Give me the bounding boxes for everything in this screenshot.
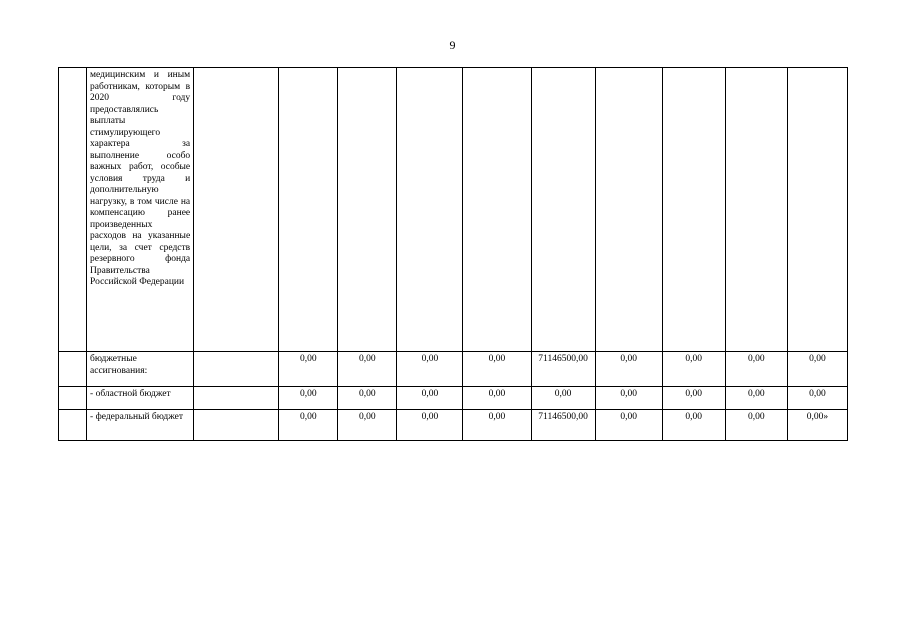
- table-row: [59, 68, 848, 352]
- table-row: [59, 352, 848, 387]
- value-cell: 0,00: [397, 410, 463, 441]
- value-cell: 0,00: [787, 352, 847, 387]
- description-cell: - федеральный бюджет: [87, 410, 194, 441]
- value-cell: 0,00»: [787, 410, 847, 441]
- value-cell: [279, 68, 338, 352]
- value-cell: 0,00: [662, 410, 725, 441]
- value-cell: [194, 410, 279, 441]
- value-cell: 0,00: [725, 352, 787, 387]
- value-cell: 0,00: [463, 387, 531, 410]
- value-cell: [531, 68, 595, 352]
- budget-table: [58, 67, 848, 441]
- table-row: [59, 387, 848, 410]
- value-cell: 0,00: [338, 387, 397, 410]
- value-cell: 0,00: [595, 352, 662, 387]
- value-cell: 0,00: [397, 387, 463, 410]
- value-cell: 0,00: [338, 352, 397, 387]
- value-cell: 0,00: [279, 410, 338, 441]
- value-cell: [463, 68, 531, 352]
- value-cell: [725, 68, 787, 352]
- value-cell: [595, 68, 662, 352]
- row-index-cell: [59, 410, 87, 441]
- value-cell: 0,00: [662, 352, 725, 387]
- value-cell: 0,00: [725, 387, 787, 410]
- value-cell: 71146500,00: [531, 410, 595, 441]
- value-cell: 0,00: [397, 352, 463, 387]
- value-cell: [194, 352, 279, 387]
- value-cell: 0,00: [787, 387, 847, 410]
- value-cell: 0,00: [595, 410, 662, 441]
- value-cell: 0,00: [279, 387, 338, 410]
- row-index-cell: [59, 352, 87, 387]
- value-cell: [338, 68, 397, 352]
- description-cell: медицинским и иным работникам, которым в 2020 году предоставлялись выплаты стимулирующего характера за выполнение особо важных работ, особые условия труда и дополнительную нагрузку, в том числе на компенсацию ранее произведенных расходов на указанные цели, за счет средств резервного фонда Правительства Российской Федерации: [87, 68, 194, 352]
- page-number: 9: [449, 38, 456, 52]
- table-row: [59, 410, 848, 441]
- value-cell: 0,00: [279, 352, 338, 387]
- value-cell: [194, 387, 279, 410]
- value-cell: 71146500,00: [531, 352, 595, 387]
- value-cell: [194, 68, 279, 352]
- value-cell: 0,00: [531, 387, 595, 410]
- value-cell: 0,00: [662, 387, 725, 410]
- value-cell: 0,00: [725, 410, 787, 441]
- value-cell: 0,00: [338, 410, 397, 441]
- row-index-cell: [59, 387, 87, 410]
- description-cell: - областной бюджет: [87, 387, 194, 410]
- value-cell: 0,00: [595, 387, 662, 410]
- value-cell: [397, 68, 463, 352]
- value-cell: 0,00: [463, 410, 531, 441]
- description-cell: бюджетные ассигнования:: [87, 352, 194, 387]
- value-cell: 0,00: [463, 352, 531, 387]
- row-index-cell: [59, 68, 87, 352]
- value-cell: [662, 68, 725, 352]
- value-cell: [787, 68, 847, 352]
